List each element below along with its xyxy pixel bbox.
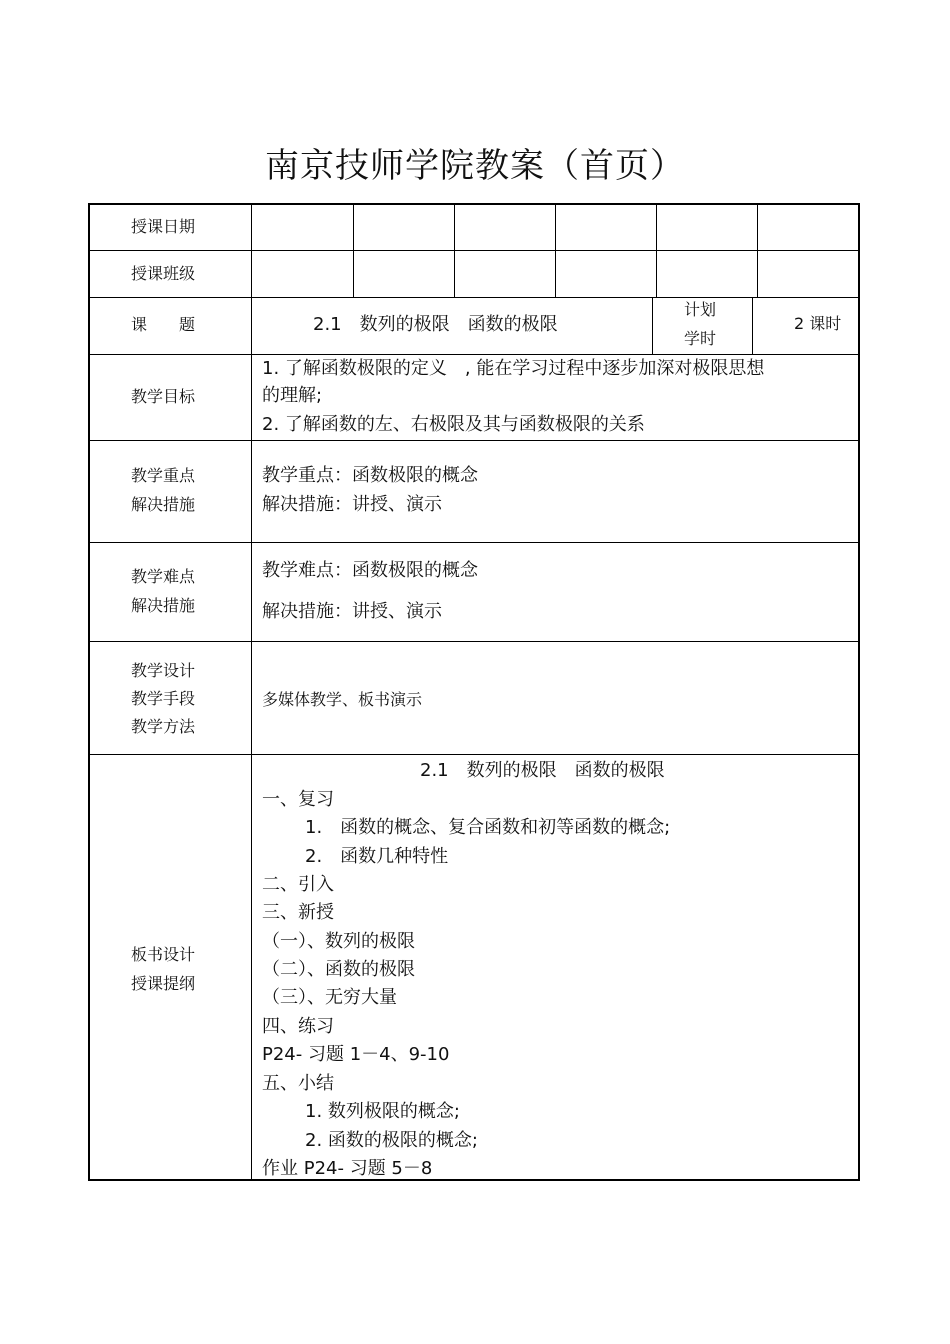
- design-label: 教学设计: [131, 661, 196, 680]
- hard-measure-label: 解决措施: [131, 596, 196, 615]
- board-line: 2. 函数几种特性: [305, 846, 449, 867]
- row-divider: [88, 641, 860, 642]
- cell-divider: [752, 297, 753, 354]
- page-title: 南京技师学院教案（首页）: [265, 146, 685, 186]
- board-line: 一、复习: [262, 789, 334, 810]
- row-divider: [88, 754, 860, 755]
- board-line: 2. 函数的极限的概念;: [305, 1130, 478, 1151]
- board-line: P24- 习题 1－4、9-10: [262, 1044, 450, 1065]
- class-label: 授课班级: [131, 264, 196, 283]
- hard-line: 教学难点：函数极限的概念: [262, 560, 478, 581]
- board-label: 板书设计: [131, 945, 196, 964]
- method-label: 教学方法: [131, 717, 196, 736]
- cell-divider: [757, 203, 758, 297]
- date-label: 授课日期: [131, 217, 196, 236]
- table-frame: [88, 203, 860, 1181]
- hard-line: 解决措施：讲授、演示: [262, 601, 442, 622]
- board-line: 1. 数列极限的概念;: [305, 1101, 460, 1122]
- hard-label: 教学难点: [131, 567, 196, 586]
- board-title: 2.1 数列的极限 函数的极限: [420, 760, 665, 781]
- cell-divider: [454, 203, 455, 297]
- row-divider: [88, 297, 860, 298]
- cell-divider: [656, 203, 657, 297]
- key-label: 教学重点: [131, 466, 196, 485]
- board-line: 作业 P24- 习题 5－8: [262, 1158, 433, 1179]
- goal-label: 教学目标: [131, 387, 196, 406]
- key-line: 教学重点：函数极限的概念: [262, 465, 478, 486]
- cell-divider: [353, 203, 354, 297]
- goal-line: 1. 了解函数极限的定义 , 能在学习过程中逐步加深对极限思想: [262, 358, 765, 379]
- row-divider: [88, 440, 860, 441]
- board-line: （二）、函数的极限: [262, 959, 415, 980]
- means-label: 教学手段: [131, 689, 196, 708]
- goal-line: 的理解;: [262, 385, 323, 406]
- goal-line: 2. 了解函数的左、右极限及其与函数极限的关系: [262, 414, 645, 435]
- outline-label: 授课提纲: [131, 974, 196, 993]
- key-line: 解决措施：讲授、演示: [262, 494, 442, 515]
- plan-hours-value: 2 课时: [794, 314, 842, 333]
- plan-label-line1: 计划: [684, 300, 717, 319]
- board-line: 1. 函数的概念、复合函数和初等函数的概念;: [305, 817, 671, 838]
- key-measure-label: 解决措施: [131, 495, 196, 514]
- row-divider: [88, 542, 860, 543]
- plan-label-line2: 学时: [684, 329, 717, 348]
- topic-value: 2.1 数列的极限 函数的极限: [313, 314, 558, 335]
- design-value: 多媒体教学、板书演示: [262, 690, 423, 709]
- board-line: 三、新授: [262, 902, 334, 923]
- board-line: 四、练习: [262, 1016, 334, 1037]
- board-line: 二、引入: [262, 874, 334, 895]
- board-line: （三）、无穷大量: [262, 987, 397, 1008]
- topic-label: 课 题: [131, 315, 196, 334]
- cell-divider: [652, 297, 653, 354]
- column-divider: [251, 203, 252, 1181]
- cell-divider: [555, 203, 556, 297]
- board-line: 五、小结: [262, 1073, 334, 1094]
- board-line: （一）、数列的极限: [262, 931, 415, 952]
- row-divider: [88, 250, 860, 251]
